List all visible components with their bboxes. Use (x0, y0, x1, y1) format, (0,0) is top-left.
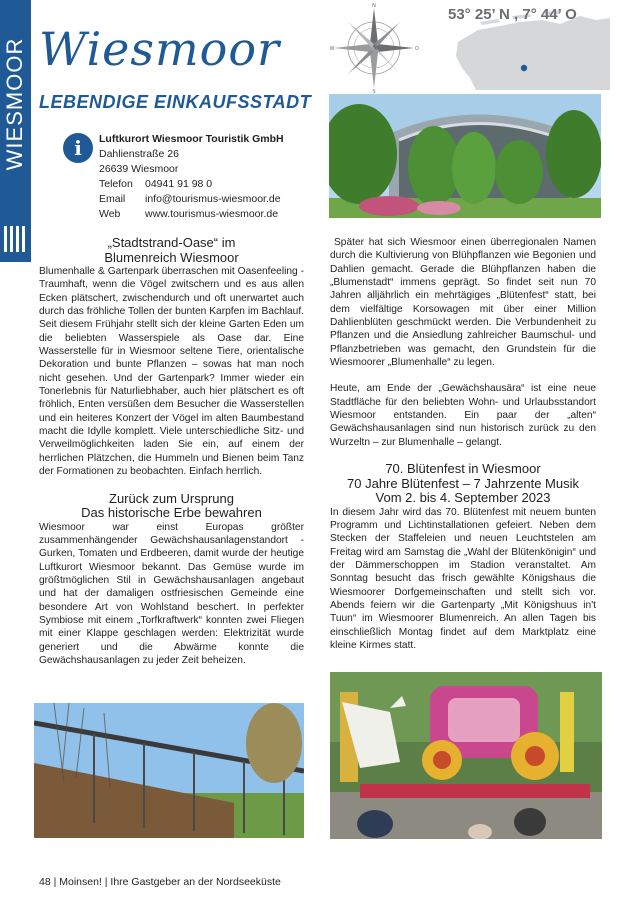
web-label: Web (99, 208, 121, 220)
section2-heading-line2: Das historische Erbe bewahren (81, 505, 262, 520)
web-link[interactable]: www.tourismus-wiesmoor.de (145, 208, 279, 220)
section4-heading-line3: Vom 2. bis 4. September 2023 (375, 490, 551, 506)
page-subtitle: LEBENDIGE EINKAUFSSTADT (39, 92, 312, 112)
section2-body: Wiesmoor war einst Europas größter zusammenhängender Gewächshausanlagenstandort - Gurken, Tomaten und Erdbeeren, damit wurde der heutige Luftkurort Wiesmoor bekannt. Das Gemüse wurde im größtmöglichen Stil in Gewächshausanlagen angebaut und hat der damaligen ostfriesischen Gemeinde eine besondere Art von Wohlstand beschert. In perfekter Symbiose mit einem „Torfkraftwerk“ konnten zwei Fliegen mit einer Klappe geschlagen werden: Elektrizität wurde generiert und die Abwärme konnte die Gewächshausanlagen zu jeder Zeit beheizen. (39, 521, 304, 666)
organization-name: Luftkurort Wiesmoor Touristik GmbH (99, 133, 284, 145)
page-title: Wiesmoor (39, 22, 281, 76)
section1-heading-line2: Blumenreich Wiesmoor (104, 249, 239, 265)
left-column (39, 236, 304, 667)
right-column (330, 236, 596, 652)
compass-letter-o: O (415, 46, 419, 52)
sidebar-stripes (4, 226, 28, 252)
section4-heading-line1: 70. Blütenfest in Wiesmoor (385, 461, 541, 477)
blutenfest-photo (330, 672, 602, 839)
compass-letter-s: S (372, 89, 376, 94)
sidebar-bar (0, 0, 31, 262)
street-address: Dahlienstraße 26 (99, 148, 179, 160)
contact-block (99, 132, 284, 222)
section4-body: In diesem Jahr wird das 70. Blütenfest mit neuem bunten Programm und Lichtinstallationen gefeiert. Neben dem Stecken der Staffeleien und neuen Leuchtstelen am Freitag wird am Samstag die „Wahl der Blütenkönigin“ und der Dämmerschoppen im Stadion veranstaltet. Am Sonntag besucht das frisch gewählte Königshaus die Wiesmoorer Dorfgemeinschaften und stellt sich vor. Abends feiern wir die Gartenparty „Mit Königshuus in't Tuun“ im Wiesmoorer Blumenreich. An allen Tagen bis einschließlich Montag findet auf dem Marktplatz eine kleine Kirmes statt. (330, 506, 596, 652)
page-footer: 48 | Moinsen! | Ihre Gastgeber an der Nordseeküste (39, 876, 281, 888)
phone-number: 04941 91 98 0 (145, 178, 213, 190)
compass-rose-icon (328, 2, 420, 94)
section2-heading-line1: Zurück zum Ursprung (109, 490, 234, 506)
greenhouse-photo (34, 703, 304, 838)
phone-label: Telefon (99, 178, 133, 190)
info-icon: i (63, 133, 93, 163)
email-label: Email (99, 193, 126, 205)
section4-heading-line2: 70 Jahre Blütenfest – 7 Jahrzente Musik (347, 475, 579, 491)
sidebar-label: WIESMOOR (2, 37, 27, 171)
coordinates: 53° 25’ N , 7° 44’ O (448, 6, 577, 23)
section1-body: Blumenhalle & Gartenpark überraschen mit Oasenfeeling - Traumhaft, wenn die Vögel zwitschern und es aus allen Ecken plätschert, zwischendurch und oft unerwartet auch durch das fröhliche Tollen der bunten Karpfen im Bachlauf. Seit diesem Frühjahr stellt sich der kleine Garten Eden um die beliebten Wasserspiele als Oase dar. Eine Wasserstelle für in Wiesmoor seltene Tiere, orientalische Dekoration und bunte Pflanzen – sowas hat man noch nicht gesehen. Und der Gartenpark? Immer wieder ein Tonerlebnis für Naturliebhaber, auch hier plätschert es oft fröhlich, Enten versüßen dem Besucher die Wasserstellen und ein heiteres Konzert der Vögel im alten Baumbestand macht die Idylle komplett. Viele unterschiedliche Sitz- und Verweilmöglichkeiten laden Sie ein, auf einem der herrlichen Plätzchen, die Hummeln und Bienen beim Tanz der Formationen zu beobachten. Einfach herrlich. (39, 266, 304, 478)
compass-letter-n: N (372, 3, 376, 9)
section3-para1: Später hat sich Wiesmoor einen überregionalen Namen durch die Kultivierung von Blühpflanzen wie Begonien und Dahlien gemacht. Gerade die Blühpflanzen haben die „Blumenstadt“ immens geprägt. So findet seit nun 70 Jahren alljährlich ein mehrtägiges „Blütenfest“ statt, bei dem vielfältige Korsowagen mit über einer Million Dahlienblüten geschmückt werden. Die Verbundenheit zu Pflanzen und die Ansiedlung zahlreicher Baumschul- und Pflanzbetrieben was gemacht, den Grundstein für die Wiesmoorer „Blumenhalle“ zu legen. (330, 237, 596, 369)
city-address: 26639 Wiesmoor (99, 163, 179, 175)
blumenhalle-photo (329, 94, 601, 218)
email-link[interactable]: info@tourismus-wiesmoor.de (145, 193, 281, 205)
compass-letter-w: W (329, 46, 335, 52)
section1-heading-line1: „Stadtstrand-Oase“ im (107, 235, 236, 250)
location-dot (521, 65, 527, 71)
section3-para2: Heute, am Ende der „Gewächshausära“ ist eine neue Stadtfläche für den beliebten Wohn- und Urlaubsstandort Wiesmoor entstanden. Ein paar der „alten“ Gewächshausanlagen sind nun historisch zurück zu den Wurzeltn – zur Blumenhalle – gelangt. (330, 383, 596, 448)
